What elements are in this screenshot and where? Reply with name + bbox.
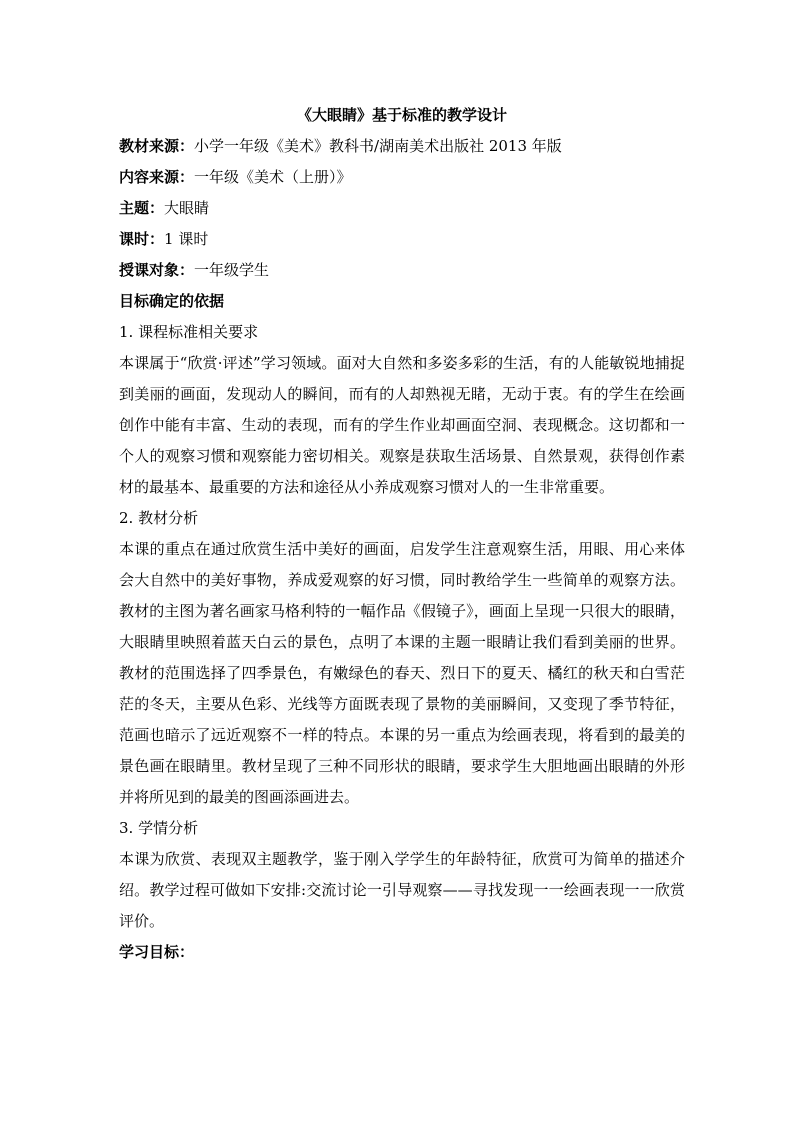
paragraph-standards: 本课属于“欣赏·评述”学习领域。面对大自然和多姿多彩的生活，有的人能敏锐地捕捉到美丽的画面，发现动人的瞬间，而有的人却熟视无睹，无动于衷。有的学生在绘画创作中能有丰富、生动的表现，而有的学生作业却画面空洞、表现概念。这切都和一个人的观察习惯和观察能力密切相关。观察是获取生活场景、自然景观，获得创作素材的最基本、最重要的方法和途径从小养成观察习惯对人的一生非常重要。 <box>119 354 685 496</box>
meta-key: 课时： <box>119 230 165 248</box>
meta-key: 内容来源： <box>119 168 195 186</box>
meta-value: 一年级学生 <box>194 261 270 279</box>
meta-textbook-source <box>119 131 685 162</box>
document-title: 《大眼睛》基于标准的教学设计 <box>296 106 507 124</box>
meta-value: 一年级《美术（上册）》 <box>194 168 352 186</box>
learning-objectives-heading: 学习目标： <box>119 943 195 961</box>
document-body <box>119 100 685 968</box>
subsection-heading-textbook-analysis: 2. 教材分析 <box>119 509 199 527</box>
meta-class-hours <box>119 224 685 255</box>
meta-key: 主题： <box>119 199 165 217</box>
section-heading: 目标确定的依据 <box>119 292 225 310</box>
meta-audience <box>119 255 685 286</box>
meta-key: 教材来源： <box>119 137 195 155</box>
meta-theme <box>119 193 685 224</box>
meta-value: 大眼睛 <box>164 199 210 217</box>
subsection-heading-learner-analysis: 3. 学情分析 <box>119 819 199 837</box>
meta-content-source <box>119 162 685 193</box>
subsection-heading-standards: 1. 课程标准相关要求 <box>119 323 259 341</box>
paragraph-learner-analysis: 本课为欣赏、表现双主题教学，鉴于刚入学学生的年龄特征，欣赏可为简单的描述介绍。教学过程可做如下安排:交流讨论一引导观察——寻找发现一一绘画表现一一欣赏评价。 <box>119 850 685 930</box>
meta-value: 1 课时 <box>164 230 209 248</box>
meta-key: 授课对象： <box>119 261 195 279</box>
paragraph-textbook-analysis: 本课的重点在通过欣赏生活中美好的画面，启发学生注意观察生活，用眼、用心来体会大自然中的美好事物，养成爱观察的好习惯，同时教给学生一些简单的观察方法。教材的主图为著名画家马格利特的一幅作品《假镜子》，画面上呈现一只很大的眼睛，大眼睛里映照着蓝天白云的景色，点明了本课的主题一眼睛让我们看到美丽的世界。教材的范围选择了四季景色，有嫩绿色的春天、烈日下的夏天、橘红的秋天和白雪茫茫的冬天，主要从色彩、光线等方面既表现了景物的美丽瞬间，又变现了季节特征，范画也暗示了远近观察不一样的特点。本课的另一重点为绘画表现，将看到的最美的景色画在眼睛里。教材呈现了三种不同形状的眼睛，要求学生大胆地画出眼睛的外形并将所见到的最美的图画添画进去。 <box>119 540 685 806</box>
meta-value: 小学一年级《美术》教科书/湖南美术出版社 2013 年版 <box>194 137 562 155</box>
